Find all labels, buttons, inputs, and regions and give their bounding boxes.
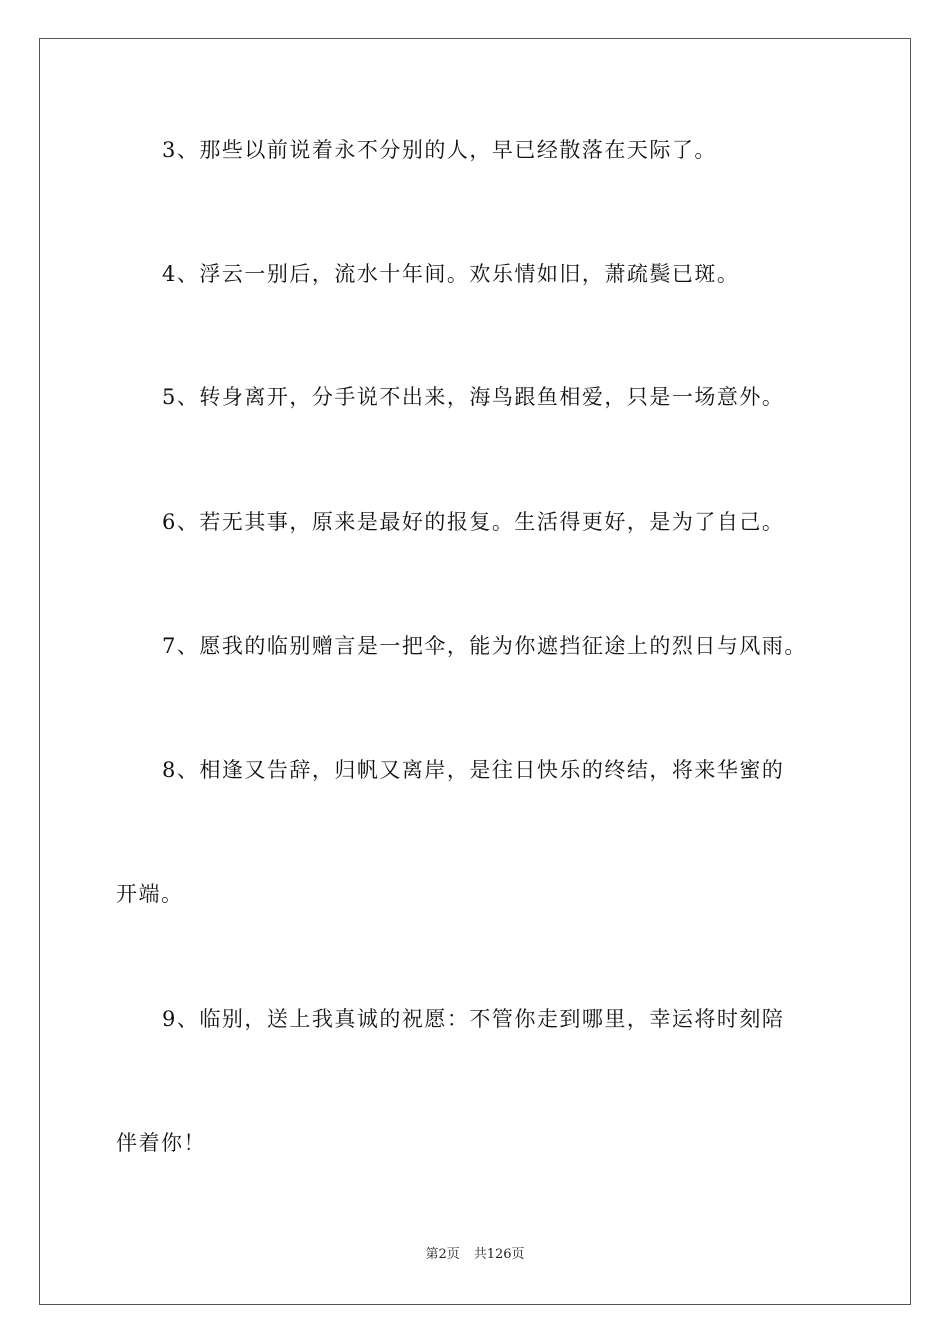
page-border — [39, 38, 911, 1305]
page-footer — [0, 1246, 950, 1264]
page-number: 第2页 — [425, 1247, 460, 1262]
paragraph-6: 6、若无其事，原来是最好的报复。生活得更好，是为了自己。 — [162, 510, 785, 534]
paragraph-8-line-2: 开端。 — [116, 882, 184, 906]
paragraph-8-line-1: 8、相逢又告辞，归帆又离岸，是往日快乐的终结，将来华蜜的 — [162, 758, 785, 782]
paragraph-5: 5、转身离开，分手说不出来，海鸟跟鱼相爱，只是一场意外。 — [162, 385, 785, 409]
paragraph-7: 7、愿我的临别赠言是一把伞，能为你遮挡征途上的烈日与风雨。 — [162, 634, 807, 658]
paragraph-4: 4、浮云一别后，流水十年间。欢乐情如旧，萧疏鬓已斑。 — [162, 262, 740, 286]
paragraph-9-line-2: 伴着你！ — [116, 1131, 206, 1155]
paragraph-9-line-1: 9、临别，送上我真诚的祝愿：不管你走到哪里，幸运将时刻陪 — [162, 1007, 785, 1031]
paragraph-3: 3、那些以前说着永不分别的人，早已经散落在天际了。 — [162, 138, 717, 162]
page-total: 共126页 — [473, 1247, 525, 1262]
